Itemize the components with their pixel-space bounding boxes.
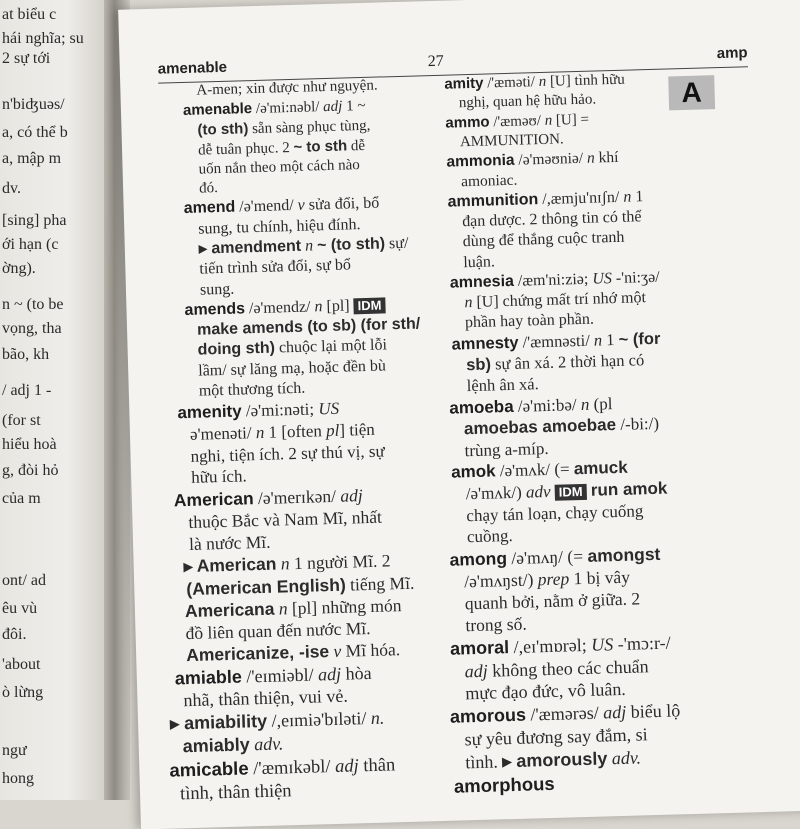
previous-page-text-line: (for st <box>2 412 41 429</box>
previous-page-text-line: của m <box>2 490 41 507</box>
headword: ammo <box>445 113 490 132</box>
definition-text: sự yêu đương say đắm, si <box>464 724 648 750</box>
definition-text: mực đạo đức, vô luân. <box>465 679 627 704</box>
definition-text: /ə'mi:bə/ <box>513 394 582 416</box>
definition-text: quanh bởi, nằm ở giữa. 2 <box>464 588 641 614</box>
definition-text: sung, tu chính, hiệu đính. <box>198 215 361 238</box>
bold-phrase: ▸ American <box>183 554 277 577</box>
definition-text: /'æmɪkəbl/ <box>248 756 336 780</box>
part-of-speech: US <box>590 633 614 655</box>
definition-text: /ə'mi:nəbl/ <box>251 99 324 118</box>
definition-text: /,eɪ'mɒrəl; <box>508 634 592 657</box>
bold-phrase: Americana <box>184 598 275 622</box>
idiom-badge: IDM <box>555 484 587 501</box>
definition-text: biểu lộ <box>625 700 681 723</box>
definition-text: dễ tuân phục. 2 <box>197 140 294 159</box>
headword: amorous <box>449 704 527 727</box>
bold-phrase: ~ (for <box>618 329 661 349</box>
part-of-speech: v <box>297 196 306 215</box>
definition-text: /ə'mʌk/) <box>465 482 527 504</box>
definition-text: (pl <box>589 393 613 414</box>
bold-phrase: ▸ amiability <box>169 711 268 734</box>
definition-text: thân <box>358 755 396 777</box>
dictionary-page <box>118 0 800 829</box>
headword: ammonia <box>446 151 515 171</box>
headword: amoeba <box>449 396 514 418</box>
definition-text: ] tiện <box>339 419 376 440</box>
definition-text: uốn nắn theo một cách nào <box>198 157 360 178</box>
headword: amity <box>444 74 484 93</box>
definition-text: phần hay toàn phần. <box>464 311 595 332</box>
bold-phrase: amuck <box>573 458 628 479</box>
part-of-speech: n <box>623 188 632 206</box>
definition-text: đó. <box>198 180 219 197</box>
previous-page-text-line: at biểu c <box>2 6 57 23</box>
previous-page-text-line: ngư <box>2 742 27 759</box>
part-of-speech: US <box>592 269 613 288</box>
part-of-speech: pl <box>325 420 340 441</box>
definition-text: /'eɪmiəbl/ <box>241 663 319 687</box>
definition-text: /ə'mendz/ <box>244 298 315 318</box>
headword: amnesia <box>449 272 515 292</box>
part-of-speech: adv. <box>253 733 284 755</box>
definition-text: chuộc lại một lỗi <box>274 336 388 357</box>
definition-text: /ə'məʊniə/ <box>514 149 588 169</box>
bold-phrase: doing sth) <box>197 339 276 360</box>
definition-text: một thương tích. <box>198 379 306 400</box>
previous-page-text-line: n'biʤuəs/ <box>2 96 65 113</box>
definition-text: không theo các chuẩn <box>487 655 649 681</box>
bold-phrase: ▸ amorously <box>502 748 608 772</box>
part-of-speech: adj <box>602 702 627 723</box>
page-number: 27 <box>427 52 444 71</box>
previous-page-text-line: hiểu hoà <box>2 436 57 453</box>
definition-text: 1 ~ <box>342 97 366 115</box>
definition-text: /ə'mi:nəti; <box>241 399 319 421</box>
definition-text: chạy tán loạn, chạy cuống <box>466 500 644 525</box>
definition-text: tình. <box>465 751 503 773</box>
definition-text: sự/ <box>384 234 409 253</box>
previous-page-text-line: / adj 1 - <box>2 382 52 399</box>
part-of-speech: adj <box>340 484 363 506</box>
entry-line <box>440 768 677 800</box>
letter-tab: A <box>668 75 715 110</box>
definition-text: -'mɔ:r-/ <box>612 632 671 654</box>
definition-text: /'æməʊ/ <box>489 113 545 131</box>
definition-text: 1 <box>631 187 644 206</box>
definition-text: hòa <box>340 662 372 684</box>
definition-text: /ə'mʌŋ/ (= <box>506 545 588 568</box>
previous-page-text-line: 'about <box>2 656 41 673</box>
bold-phrase: ▸ amendment <box>198 237 302 258</box>
definition-text: dùng để thắng cuộc tranh <box>462 228 625 251</box>
definition-text: /ə'mʌk/ (= <box>495 459 575 481</box>
part-of-speech: adj <box>464 660 489 681</box>
definition-text: là nước Mĩ. <box>188 531 271 555</box>
definition-text: nhã, thân thiện, vui vẻ. <box>183 686 349 711</box>
previous-page-text-line: hái nghĩa; su <box>2 30 84 47</box>
definition-text: /'æmnəsti/ <box>518 330 595 352</box>
part-of-speech: n <box>280 553 290 574</box>
definition-text: A-men; xin được như nguyện. <box>196 77 378 99</box>
headword: amorphous <box>453 772 555 797</box>
definition-text: /,eɪmiə'bɪləti/ <box>266 708 372 732</box>
definition-text: luận. <box>463 252 496 271</box>
part-of-speech: n <box>538 73 547 91</box>
definition-text: lầm/ sự lăng mạ, hoặc đền bù <box>198 357 387 380</box>
headword: amicable <box>169 757 249 781</box>
definition-text: /-bi:/) <box>615 414 660 435</box>
previous-page <box>0 0 112 800</box>
definition-text: /ə'merɪkən/ <box>253 485 341 508</box>
definition-text: /,æmju'nɪʃn/ <box>538 188 624 208</box>
definition-text: nghi, tiện ích. 2 sự thú vị, sự <box>190 441 385 466</box>
part-of-speech: n <box>544 112 553 129</box>
previous-page-text-line: dv. <box>2 180 21 197</box>
definition-text: lệnh ân xá. <box>466 373 539 395</box>
headword: amnesty <box>451 333 519 354</box>
previous-page-text-line: [sing] pha <box>2 212 67 229</box>
definition-text: tiến trình sửa đổi, sự bổ <box>199 256 352 278</box>
headword: amenity <box>177 401 242 423</box>
headword: amenable <box>182 100 253 120</box>
part-of-speech: adv. <box>611 747 642 769</box>
headword: amend <box>183 198 236 218</box>
bold-phrase: run amok <box>590 478 668 500</box>
part-of-speech: n <box>304 237 314 255</box>
bold-phrase: sb) <box>465 355 492 374</box>
definition-text: sửa đổi, bổ <box>304 194 380 214</box>
definition-text: hữu ích. <box>190 466 247 488</box>
bold-phrase: amoebas amoebae <box>463 415 617 439</box>
left-column <box>150 76 420 808</box>
previous-page-text-line: êu vù <box>2 600 38 617</box>
definition-text: tiếng Mĩ. <box>345 572 415 595</box>
definition-text: amoniac. <box>460 171 518 191</box>
bold-phrase: amiably <box>182 734 251 757</box>
definition-text: đạn dược. 2 thông tin có thể <box>461 208 642 231</box>
previous-page-text-line: ont/ ad <box>2 572 46 589</box>
headword: among <box>449 547 508 570</box>
definition-text: [pl] <box>322 297 354 316</box>
definition-text: 1 [often <box>264 421 327 442</box>
definition-text: /'æməti/ <box>483 74 539 92</box>
part-of-speech: adj <box>322 98 343 116</box>
part-of-speech: n <box>255 422 265 443</box>
bold-phrase: ~ (to sth) <box>316 235 386 255</box>
previous-page-text-line: a, mập m <box>2 150 62 167</box>
idiom-badge: IDM <box>353 297 385 314</box>
definition-text: [U] tình hữu <box>545 71 625 90</box>
part-of-speech: n <box>580 394 590 414</box>
definition-text: sẵn sàng phục tùng, <box>248 117 371 138</box>
part-of-speech: adj <box>334 756 360 777</box>
headword: amiable <box>174 666 243 688</box>
headword: ammunition <box>447 190 539 211</box>
definition-text: [pl] những món <box>287 594 402 619</box>
definition-text: 1 người Mĩ. 2 <box>289 550 391 574</box>
previous-page-text-line: ò lừng <box>2 684 44 701</box>
part-of-speech: adj <box>317 663 342 684</box>
previous-page-text-line: hong <box>2 770 34 787</box>
definition-text: -'ni:ʒə/ <box>611 268 660 287</box>
part-of-speech: n <box>586 149 595 167</box>
bold-phrase: amongst <box>587 543 661 566</box>
definition-text: Mĩ hóa. <box>340 639 401 662</box>
part-of-speech: adv <box>525 481 551 502</box>
part-of-speech: n. <box>370 707 385 729</box>
previous-page-text-line: ờng). <box>2 260 36 277</box>
definition-text: nghị, quan hệ hữu hảo. <box>458 91 597 112</box>
previous-page-text-line: n ~ (to be <box>2 296 64 313</box>
definition-text: cuồng. <box>466 526 514 547</box>
bold-phrase: make amends (to sb) (for sth/ <box>196 315 421 339</box>
previous-page-text-line: a, có thể b <box>2 124 68 141</box>
headword: American <box>173 487 254 511</box>
definition-text: thuộc Bắc và Nam Mĩ, nhất <box>188 506 383 533</box>
header-guide-word-left: amenable <box>157 58 228 78</box>
previous-page-text-line: đôi. <box>2 626 27 643</box>
definition-text: AMMUNITION. <box>459 131 564 151</box>
headword: amok <box>450 461 496 483</box>
previous-page-text-line: g, đòi hỏ <box>2 462 59 479</box>
previous-page-text-line: ới hạn (c <box>2 236 59 253</box>
definition-text: /ə'mend/ <box>235 197 298 216</box>
bold-phrase: (to sth) <box>197 120 249 139</box>
header-guide-word-right: amp <box>716 44 748 63</box>
definition-text: /æm'ni:ziə; <box>513 270 593 290</box>
part-of-speech: v <box>333 641 342 662</box>
previous-page-text-line: 2 sự tới <box>2 50 51 67</box>
bold-phrase: (American English) <box>186 574 347 599</box>
definition-text: [U] = <box>551 111 590 129</box>
definition-text: trùng a-míp. <box>464 438 549 461</box>
part-of-speech: n <box>314 298 323 316</box>
definition-text: ə'menəti/ <box>189 423 257 444</box>
previous-page-text-line: bão, kh <box>2 346 50 363</box>
definition-text: 1 <box>601 329 619 350</box>
definition-text: dễ <box>346 138 366 155</box>
part-of-speech: prep <box>537 568 570 590</box>
bold-phrase: ~ to sth <box>293 137 348 157</box>
definition-text: trong số. <box>465 614 527 636</box>
headword: amoral <box>449 636 510 659</box>
definition-text: sự ân xá. 2 thời hạn có <box>490 349 645 374</box>
part-of-speech: n <box>464 294 473 312</box>
definition-text: /'æmərəs/ <box>525 702 604 725</box>
definition-text: 1 bị vây <box>568 566 631 589</box>
part-of-speech: US <box>318 399 340 419</box>
part-of-speech: n <box>593 330 603 350</box>
part-of-speech: n <box>278 598 288 619</box>
definition-text: đồ liên quan đến nước Mĩ. <box>185 618 371 644</box>
definition-text: tình, thân thiện <box>179 781 292 805</box>
headword: amends <box>184 300 246 319</box>
bold-phrase: Americanize, -ise <box>185 641 330 666</box>
definition-text: khí <box>594 149 619 167</box>
previous-page-text-line: vọng, tha <box>2 320 62 337</box>
definition-text: [U] chứng mất trí nhớ một <box>472 289 647 312</box>
definition-text: /ə'mʌŋst/) <box>463 569 539 592</box>
definition-text: sung. <box>199 280 235 299</box>
right-column <box>420 69 681 801</box>
